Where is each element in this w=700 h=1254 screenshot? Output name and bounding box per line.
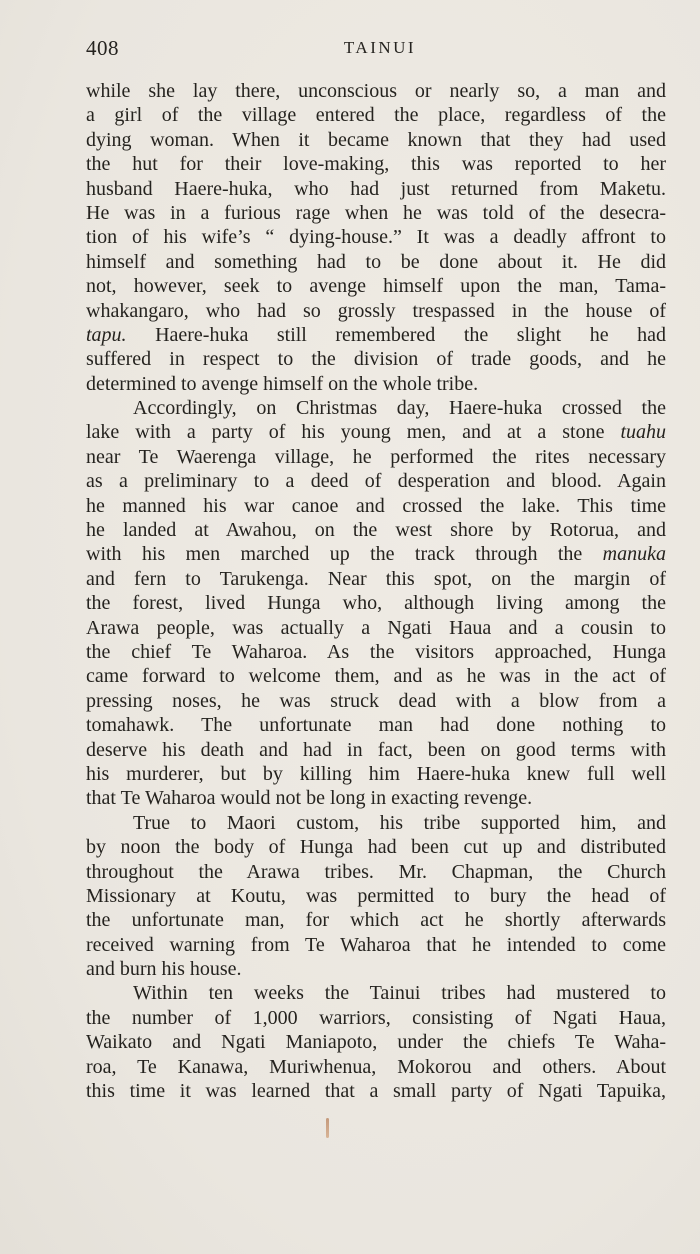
text-line: himself and something had to be done about it. He did [86, 250, 666, 273]
text-line: Missionary at Koutu, was permitted to bury the head of [86, 884, 666, 907]
text-line: husband Haere-huka, who had just returned from Maketu. [86, 177, 666, 200]
text-line: the forest, lived Hunga who, although living among the [86, 592, 666, 615]
text-line: a girl of the village entered the place, regardless of the [86, 104, 666, 127]
text-line: this time it was learned that a small party of Ngati Tapuika, [86, 1080, 666, 1103]
text-line: and burn his house. [86, 958, 242, 981]
text-line: roa, Te Kanawa, Muriwhenua, Mokorou and others. About [86, 1055, 666, 1078]
page-header [86, 36, 666, 62]
text-line: not, however, seek to avenge himself upon the man, Tama- [86, 275, 666, 298]
text-line: he landed at Awahou, on the west shore by Rotorua, and [86, 519, 666, 542]
text-line: the chief Te Waharoa. As the visitors approached, Hunga [86, 640, 666, 663]
italic-term: manuka [602, 543, 666, 566]
text-line: the number of 1,000 warriors, consisting of Ngati Haua, [86, 1006, 666, 1029]
text-line: the hut for their love-making, this was reported to her [86, 153, 666, 176]
text-line: tapu. Haere-huka still remembered the slight he had [86, 323, 666, 346]
ink-smudge [326, 1118, 329, 1138]
text-line: near Te Waerenga village, he performed the rites necessary [86, 445, 666, 468]
text-line: that Te Waharoa would not be long in exacting revenge. [86, 787, 533, 810]
text-line: True to Maori custom, his tribe supported him, and [133, 811, 666, 834]
text-line: with his men marched up the track through the manuka [86, 543, 666, 566]
text-line: the unfortunate man, for which act he shortly afterwards [86, 909, 666, 932]
text-line: as a preliminary to a deed of desperation and blood. Again [86, 470, 666, 493]
running-title: TAINUI [343, 38, 417, 57]
text-line: throughout the Arawa tribes. Mr. Chapman, the Church [86, 860, 666, 883]
italic-term: tapu. [86, 323, 127, 346]
text-line: Accordingly, on Christmas day, Haere-huka crossed the [133, 397, 666, 420]
text-line: Within ten weeks the Tainui tribes had mustered to [133, 982, 666, 1005]
text-line: pressing noses, he was struck dead with a blow from a [86, 689, 666, 712]
text-line: He was in a furious rage when he was told of the desecra- [86, 201, 666, 224]
text-line: by noon the body of Hunga had been cut up and distributed [86, 836, 666, 859]
text-line: whakangaro, who had so grossly trespassed in the house of [86, 299, 666, 322]
page-number: 408 [86, 36, 119, 60]
text-line: suffered in respect to the division of trade goods, and he [86, 348, 666, 371]
text-line: tomahawk. The unfortunate man had done nothing to [86, 714, 666, 737]
text-line: received warning from Te Waharoa that he intended to come [86, 933, 666, 956]
text-line: he manned his war canoe and crossed the lake. This time [86, 494, 666, 517]
text-line: Waikato and Ngati Maniapoto, under the chiefs Te Waha- [86, 1031, 666, 1054]
italic-term: tuahu [620, 421, 666, 444]
text-line: and fern to Tarukenga. Near this spot, on the margin of [86, 567, 666, 590]
text-line: while she lay there, unconscious or nearly so, a man and [86, 80, 666, 102]
text-line: determined to avenge himself on the whole tribe. [86, 372, 479, 395]
text-line: lake with a party of his young men, and at a stone tuahu [86, 421, 666, 444]
text-line: Arawa people, was actually a Ngati Haua and a cousin to [86, 616, 666, 639]
text-line: dying woman. When it became known that they had used [86, 128, 666, 151]
text-line: came forward to welcome them, and as he was in the act of [86, 665, 666, 688]
text-line: his murderer, but by killing him Haere-huka knew full well [86, 762, 666, 785]
body-text [86, 79, 666, 1103]
text-line: tion of his wife’s “ dying-house.” It was a deadly affront to [86, 226, 666, 249]
text-line: deserve his death and had in fact, been on good terms with [86, 738, 666, 761]
